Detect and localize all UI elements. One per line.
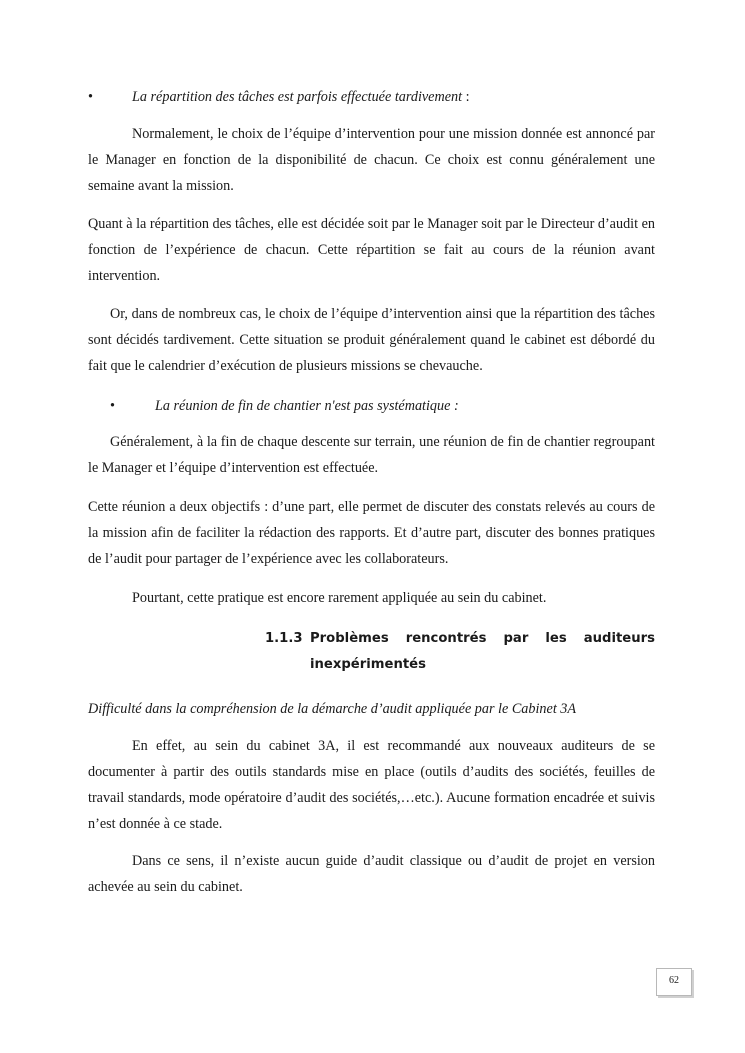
paragraph-closing-meeting [88, 429, 655, 481]
paragraph-text: Or, dans de nombreux cas, le choix de l’équipe d’intervention ainsi que la répartition des tâches sont décidés tardivement. Cette situation se produit généralement quand le cabinet est débordé du fait que le calendrier d’exécution de plusieurs missions se chevauche. [88, 306, 655, 374]
bullet-text [132, 86, 470, 108]
paragraph-text: Pourtant, cette pratique est encore rarement appliquée au sein du cabinet. [132, 590, 547, 606]
paragraph-text: Généralement, à la fin de chaque descente sur terrain, une réunion de fin de chantier regroupant le Manager et l’équipe d’intervention est effectuée. [88, 434, 655, 476]
paragraph-late-decisions [88, 301, 655, 379]
paragraph-text: Dans ce sens, il n’existe aucun guide d’audit classique ou d’audit de projet en version achevée au sein du cabinet. [88, 853, 655, 895]
page-number: 62 [656, 968, 692, 996]
paragraph-text: Cette réunion a deux objectifs : d’une part, elle permet de discuter des constats relevés au cours de la mission afin de faciliter la rédaction des rapports. Et d’autre part, discuter des bonnes pratiques de l’audit pour partager de l’expérience avec les collaborateurs. [88, 499, 655, 567]
paragraph-text: En effet, au sein du cabinet 3A, il est recommandé aux nouveaux auditeurs de se documenter à partir des outils standards mise en place (outils d’audits des sociétés, feuilles de travail standards, mode opératoire d’audit des sociétés,…etc.). Aucune formation encadrée et suivis n’est donnée à ce stade. [88, 738, 655, 832]
section-number: 1.1.3 [265, 631, 303, 646]
paragraph-no-guide [88, 848, 655, 900]
bullet-symbol: • [88, 89, 93, 105]
paragraph-task-distribution [88, 211, 655, 289]
bullet-symbol: • [110, 398, 115, 414]
bullet-text: La réunion de fin de chantier n'est pas systématique : [155, 398, 459, 414]
bullet-item-task-distribution [88, 86, 655, 108]
subheading-comprehension [88, 696, 655, 722]
bullet-text-italic: La répartition des tâches est parfois effectuée tardivement [132, 89, 463, 105]
subheading-text: Difficulté dans la compréhension de la démarche d’audit appliquée par le Cabinet 3A [88, 701, 577, 717]
section-title: Problèmes rencontrés par les auditeurs inexpérimentés [310, 631, 655, 672]
paragraph-text: Quant à la répartition des tâches, elle est décidée soit par le Manager soit par le Directeur d’audit en fonction de l’expérience de chacun. Cette répartition se fait au cours de la réunion avant intervention. [88, 216, 655, 284]
paragraph-meeting-objectives [88, 494, 655, 572]
paragraph-rarely-applied [88, 585, 655, 611]
paragraph-team-choice [88, 121, 655, 199]
paragraph-text: Normalement, le choix de l’équipe d’intervention pour une mission donnée est annoncé par le Manager en fonction de la disponibilité de chacun. Ce choix est connu généralement une semaine avant la mission. [88, 126, 655, 194]
paragraph-new-auditors [88, 733, 655, 837]
bullet-suffix: : [462, 89, 470, 105]
bullet-item-closing-meeting [88, 395, 655, 417]
